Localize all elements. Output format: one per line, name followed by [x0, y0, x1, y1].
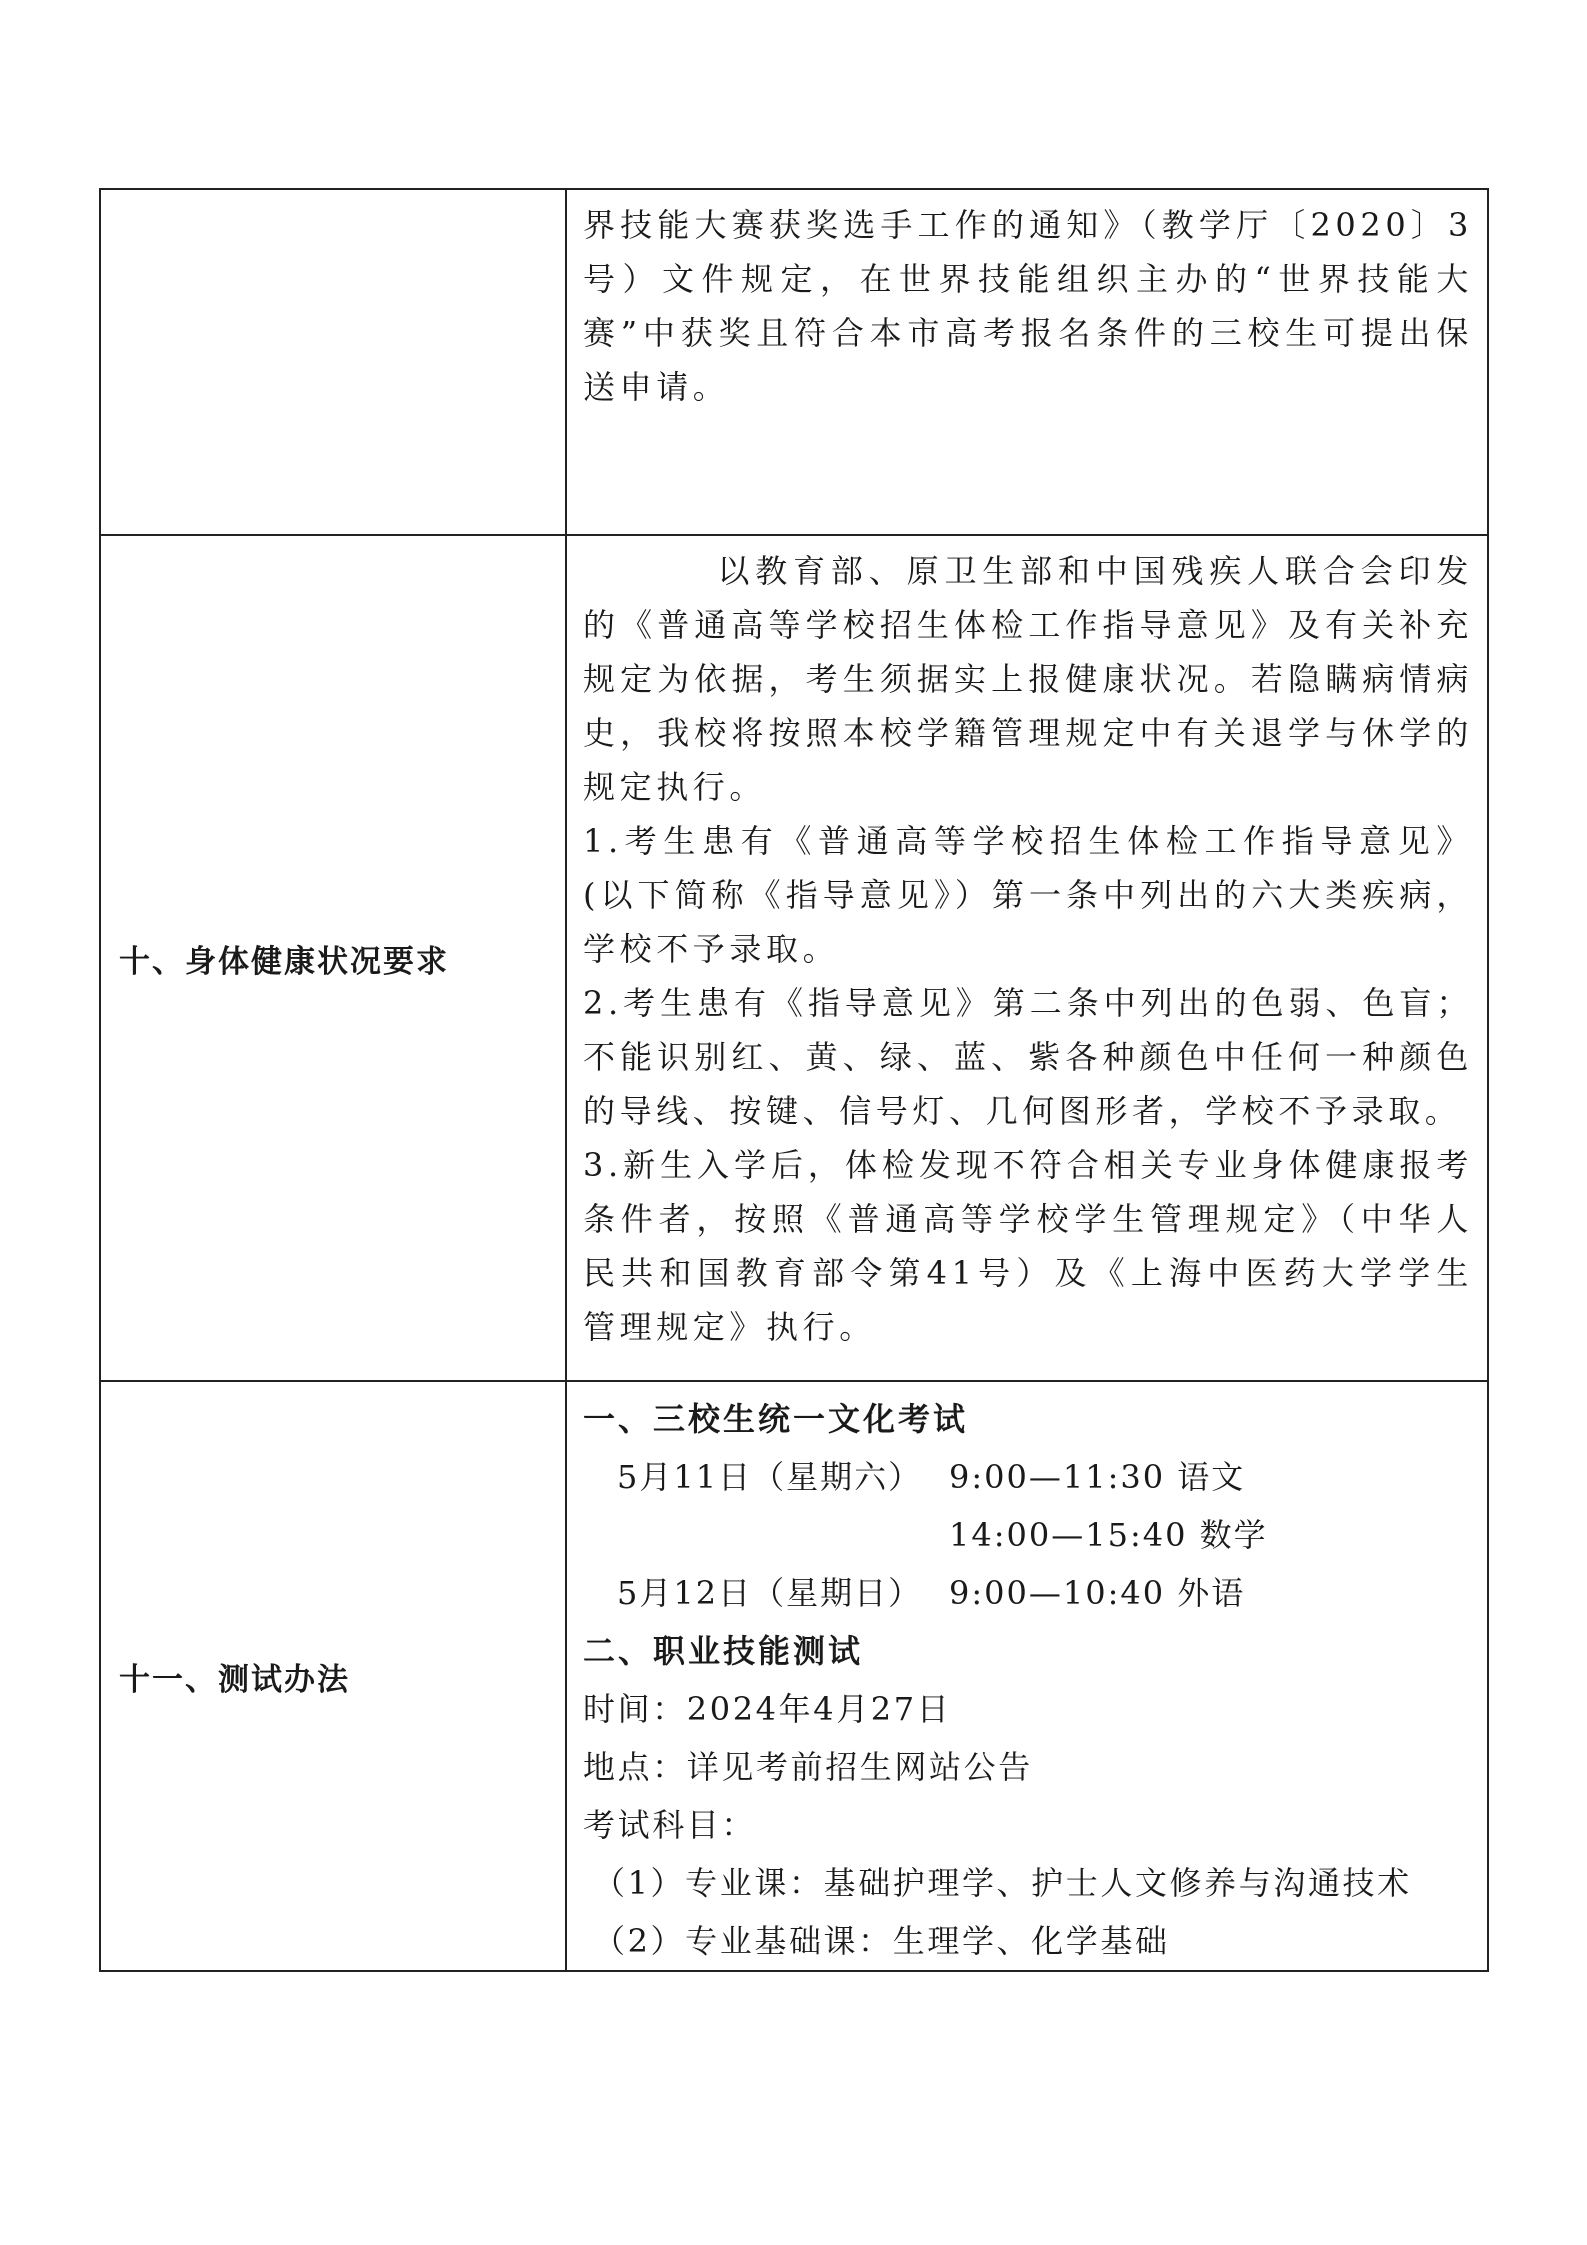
- table-row: [100, 189, 1488, 535]
- list-item: 3.新生入学后，体检发现不符合相关专业身体健康报考条件者，按照《普通高等学校学生管理规定》（中华人民共和国教育部令第41号）及《上海中医药大学学生管理规定》执行。: [583, 1146, 1473, 1346]
- place-line: 地点：详见考前招生网站公告: [583, 1748, 1033, 1786]
- section-heading: 二、职业技能测试: [583, 1632, 864, 1670]
- time-line: 时间：2024年4月27日: [583, 1690, 952, 1728]
- table-row: [100, 1381, 1488, 1971]
- schedule-time: 9:00—10:40 外语: [949, 1574, 1246, 1612]
- schedule-time: 14:00—15:40 数学: [949, 1516, 1268, 1554]
- list-item: 1.考生患有《普通高等学校招生体检工作指导意见》(以下简称《指导意见》）第一条中列出的六大类疾病，学校不予录取。: [583, 822, 1473, 968]
- subjects-heading: 考试科目：: [583, 1806, 757, 1844]
- schedule-line: [583, 1506, 1473, 1564]
- subject-item: （1）专业课：基础护理学、护士人文修养与沟通技术: [593, 1864, 1412, 1902]
- intro-paragraph: 以教育部、原卫生部和中国残疾人联合会印发的《普通高等学校招生体检工作指导意见》及有关补充规定为依据，考生须据实上报健康状况。若隐瞒病情病史，我校将按照本校学籍管理规定中有关退学与休学的规定执行。: [583, 552, 1473, 806]
- schedule-line: [583, 1448, 1473, 1506]
- schedule-time: 9:00—11:30 语文: [949, 1458, 1246, 1496]
- subject-item: （2）专业基础课：生理学、化学基础: [593, 1922, 1170, 1960]
- list-item: 2.考生患有《指导意见》第二条中列出的色弱、色盲；不能识别红、黄、绿、蓝、紫各种颜色中任何一种颜色的导线、按键、信号灯、几何图形者，学校不予录取。: [583, 984, 1473, 1130]
- schedule-date: 5月11日（星期六）: [617, 1458, 923, 1496]
- table-row: [100, 535, 1488, 1381]
- schedule-line: [583, 1564, 1473, 1622]
- row-content: [566, 1381, 1488, 1971]
- row-label-test-method: 十一、测试办法: [100, 1381, 566, 1971]
- paragraph: 界技能大赛获奖选手工作的通知》（教学厅〔2020〕3号）文件规定，在世界技能组织主办的“世界技能大赛”中获奖且符合本市高考报名条件的三校生可提出保送申请。: [583, 206, 1473, 406]
- row-content: [566, 535, 1488, 1381]
- admission-requirements-table: [99, 188, 1489, 1972]
- row-label: [100, 189, 566, 535]
- section-heading: 一、三校生统一文化考试: [583, 1400, 969, 1438]
- row-content: [566, 189, 1488, 535]
- row-label-health-requirements: 十、身体健康状况要求: [100, 535, 566, 1381]
- schedule-date: 5月12日（星期日）: [617, 1574, 923, 1612]
- schedule-date: [583, 1506, 949, 1564]
